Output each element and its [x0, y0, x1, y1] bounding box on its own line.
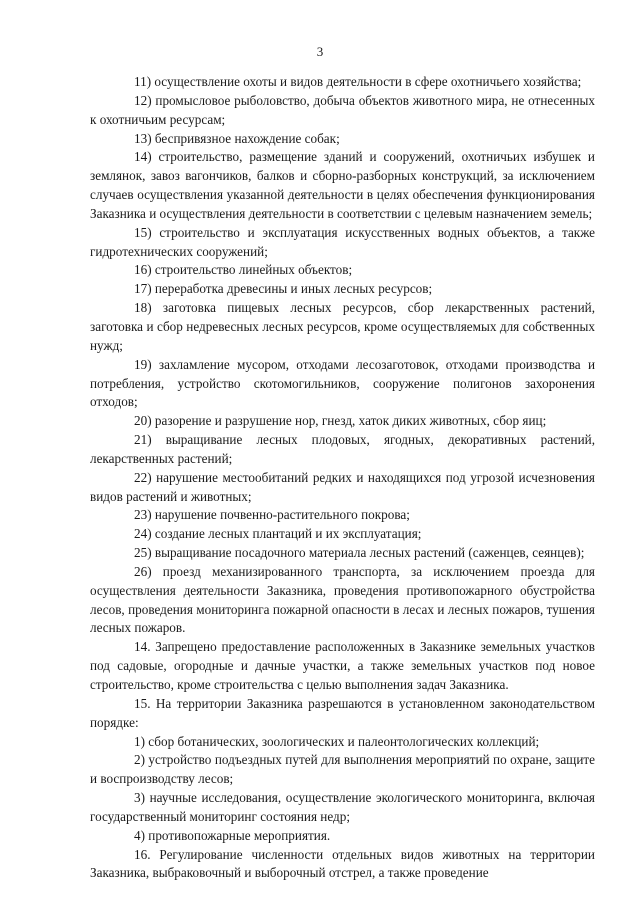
paragraph: 15. На территории Заказника разрешаются в установленном законодательством порядке:: [90, 695, 595, 730]
paragraph: 13) беспривязное нахождение собак;: [134, 130, 340, 146]
paragraph: 3) научные исследования, осуществление экологического мониторинга, включая государственный мониторинг состояния недр;: [90, 790, 595, 824]
page-number: 3: [316, 44, 324, 59]
paragraph: 2) устройство подъездных путей для выполнения мероприятий по охране, защите и воспроизводству лесов;: [90, 752, 595, 787]
paragraph: 14) строительство, размещение зданий и сооружений, охотничьих избушек и землянок, завоз вагончиков, балков и сборно-разборных конструкций, за исключением случаев осуществления указанной деятельности в целях обеспечения функционирования Заказника и осуществления деятельности в соответствии с целевым назначением земель;: [90, 149, 595, 221]
paragraph: 12) промысловое рыболовство, добыча объектов животного мира, не отнесенных к охотничьим ресурсам;: [90, 92, 595, 127]
paragraph: 25) выращивание посадочного материала лесных растений (саженцев, сеянцев);: [134, 545, 585, 561]
paragraph: 18) заготовка пищевых лесных ресурсов, сбор лекарственных растений, заготовка и сбор недревесных лесных ресурсов, кроме осуществляемых для собственных нужд;: [90, 300, 595, 353]
paragraph: 17) переработка древесины и иных лесных ресурсов;: [134, 281, 433, 297]
paragraph: 23) нарушение почвенно-растительного покрова;: [134, 507, 410, 523]
paragraph: 19) захламление мусором, отходами лесозаготовок, отходами производства и потребления, устройство скотомогильников, сооружение полигонов захоронения отходов;: [90, 356, 595, 410]
paragraph: 4) противопожарные мероприятия.: [134, 827, 331, 843]
paragraph: 16. Регулирование численности отдельных видов животных на территории Заказника, выбраковочный и выборочный отстрел, а также проведение: [90, 846, 595, 881]
paragraph: 20) разорение и разрушение нор, гнезд, хаток диких животных, сбор яиц;: [134, 413, 547, 429]
paragraph: 24) создание лесных плантаций и их эксплуатация;: [134, 526, 422, 542]
document-body: [90, 73, 595, 883]
paragraph: 15) строительство и эксплуатация искусственных водных объектов, а также гидротехнических сооружений;: [90, 224, 595, 259]
paragraph: 14. Запрещено предоставление расположенных в Заказнике земельных участков под садовые, огородные и дачные участки, а также земельных участков под новое строительство, кроме строительства с целью выполнения задач Заказника.: [90, 639, 595, 692]
paragraph: 26) проезд механизированного транспорта, за исключением проезда для осуществления деятельности Заказника, проведения противопожарного обустройства лесов, проведения мониторинга пожарной опасности в лесах и лесных пожаров, тушения лесных пожаров.: [90, 563, 595, 636]
paragraph: 1) сбор ботанических, зоологических и палеонтологических коллекций;: [134, 733, 540, 749]
paragraph: 11) осуществление охоты и видов деятельности в сфере охотничьего хозяйства;: [134, 74, 582, 89]
paragraph: 16) строительство линейных объектов;: [134, 262, 353, 278]
paragraph: 21) выращивание лесных плодовых, ягодных, декоративных растений, лекарственных растений;: [90, 432, 595, 466]
paragraph: 22) нарушение местообитаний редких и находящихся под угрозой исчезновения видов растений и животных;: [90, 469, 595, 504]
